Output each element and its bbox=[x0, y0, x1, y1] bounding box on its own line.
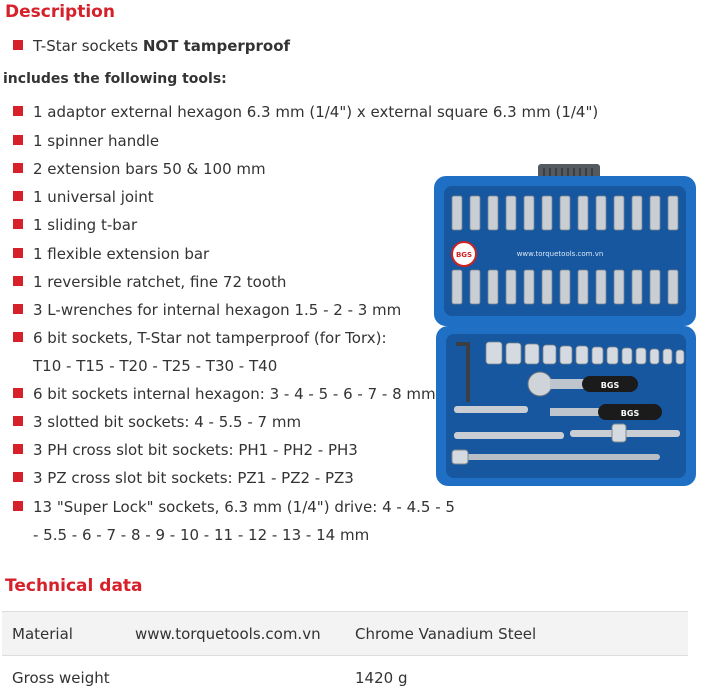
list-item: 3 slotted bit sockets: 4 - 5.5 - 7 mm bbox=[13, 412, 301, 432]
list-item: 2 extension bars 50 & 100 mm bbox=[13, 159, 266, 179]
list-item: 1 spinner handle bbox=[13, 131, 159, 151]
svg-text:BGS: BGS bbox=[601, 381, 620, 390]
table-cell-value: 1420 g bbox=[345, 656, 688, 699]
bullet-square-icon bbox=[13, 388, 23, 398]
list-item-continuation: - 5.5 - 6 - 7 - 8 - 9 - 10 - 11 - 12 - 13 - 14 mm bbox=[33, 525, 369, 545]
bullet-square-icon bbox=[13, 304, 23, 314]
list-item: 6 bit sockets, T-Star not tamperproof (for Torx): bbox=[13, 328, 387, 348]
bullet-square-icon bbox=[13, 332, 23, 342]
bullet-square-icon bbox=[13, 135, 23, 145]
technical-table bbox=[2, 611, 688, 699]
bullet-square-icon bbox=[13, 40, 23, 50]
list-item: 1 sliding t-bar bbox=[13, 215, 137, 235]
bullet-square-icon bbox=[13, 501, 23, 511]
bullet-square-icon bbox=[13, 106, 23, 116]
list-item: 6 bit sockets internal hexagon: 3 - 4 - 5 - 6 - 7 - 8 mm bbox=[13, 384, 436, 404]
extension-bar bbox=[454, 406, 528, 413]
table-row bbox=[2, 612, 688, 656]
flexible-extension-bar bbox=[460, 454, 660, 460]
list-item: 13 "Super Lock" sockets, 6.3 mm (1/4") drive: 4 - 4.5 - 5 bbox=[13, 497, 455, 517]
bullet-square-icon bbox=[13, 472, 23, 482]
list-item: 1 adaptor external hexagon 6.3 mm (1/4") x external square 6.3 mm (1/4") bbox=[13, 102, 598, 122]
bullet-square-icon bbox=[13, 191, 23, 201]
list-item: 3 PZ cross slot bit sockets: PZ1 - PZ2 - PZ3 bbox=[13, 468, 354, 488]
list-item: 3 L-wrenches for internal hexagon 1.5 - 2 - 3 mm bbox=[13, 300, 401, 320]
technical-heading: Technical data bbox=[5, 576, 143, 596]
svg-text:www.torquetools.com.vn: www.torquetools.com.vn bbox=[517, 250, 604, 258]
list-item-continuation: T10 - T15 - T20 - T25 - T30 - T40 bbox=[33, 356, 277, 376]
bullet-square-icon bbox=[13, 163, 23, 173]
bullet-square-icon bbox=[13, 219, 23, 229]
table-cell-middle bbox=[125, 656, 345, 699]
table-cell-label: Gross weight bbox=[2, 656, 125, 699]
includes-heading: includes the following tools: bbox=[3, 69, 227, 89]
product-image bbox=[430, 162, 698, 492]
bullet-square-icon bbox=[13, 416, 23, 426]
ratchet-head bbox=[528, 372, 552, 396]
table-cell-label: Material bbox=[2, 612, 125, 656]
extension-bar bbox=[454, 432, 564, 439]
svg-text:BGS: BGS bbox=[621, 409, 640, 418]
list-item: 1 universal joint bbox=[13, 187, 154, 207]
bullet-square-icon bbox=[13, 248, 23, 258]
list-item: 1 flexible extension bar bbox=[13, 244, 209, 264]
list-item: 1 reversible ratchet, fine 72 tooth bbox=[13, 272, 286, 292]
svg-text:BGS: BGS bbox=[456, 251, 472, 259]
table-row bbox=[2, 656, 688, 699]
list-item: 3 PH cross slot bit sockets: PH1 - PH2 - PH3 bbox=[13, 440, 358, 460]
table-cell-value: Chrome Vanadium Steel bbox=[345, 612, 688, 656]
table-cell-middle: www.torquetools.com.vn bbox=[125, 612, 345, 656]
bullet-square-icon bbox=[13, 444, 23, 454]
bullet-square-icon bbox=[13, 276, 23, 286]
description-heading: Description bbox=[5, 2, 115, 22]
intro-line: T-Star sockets NOT tamperproof bbox=[13, 36, 290, 56]
